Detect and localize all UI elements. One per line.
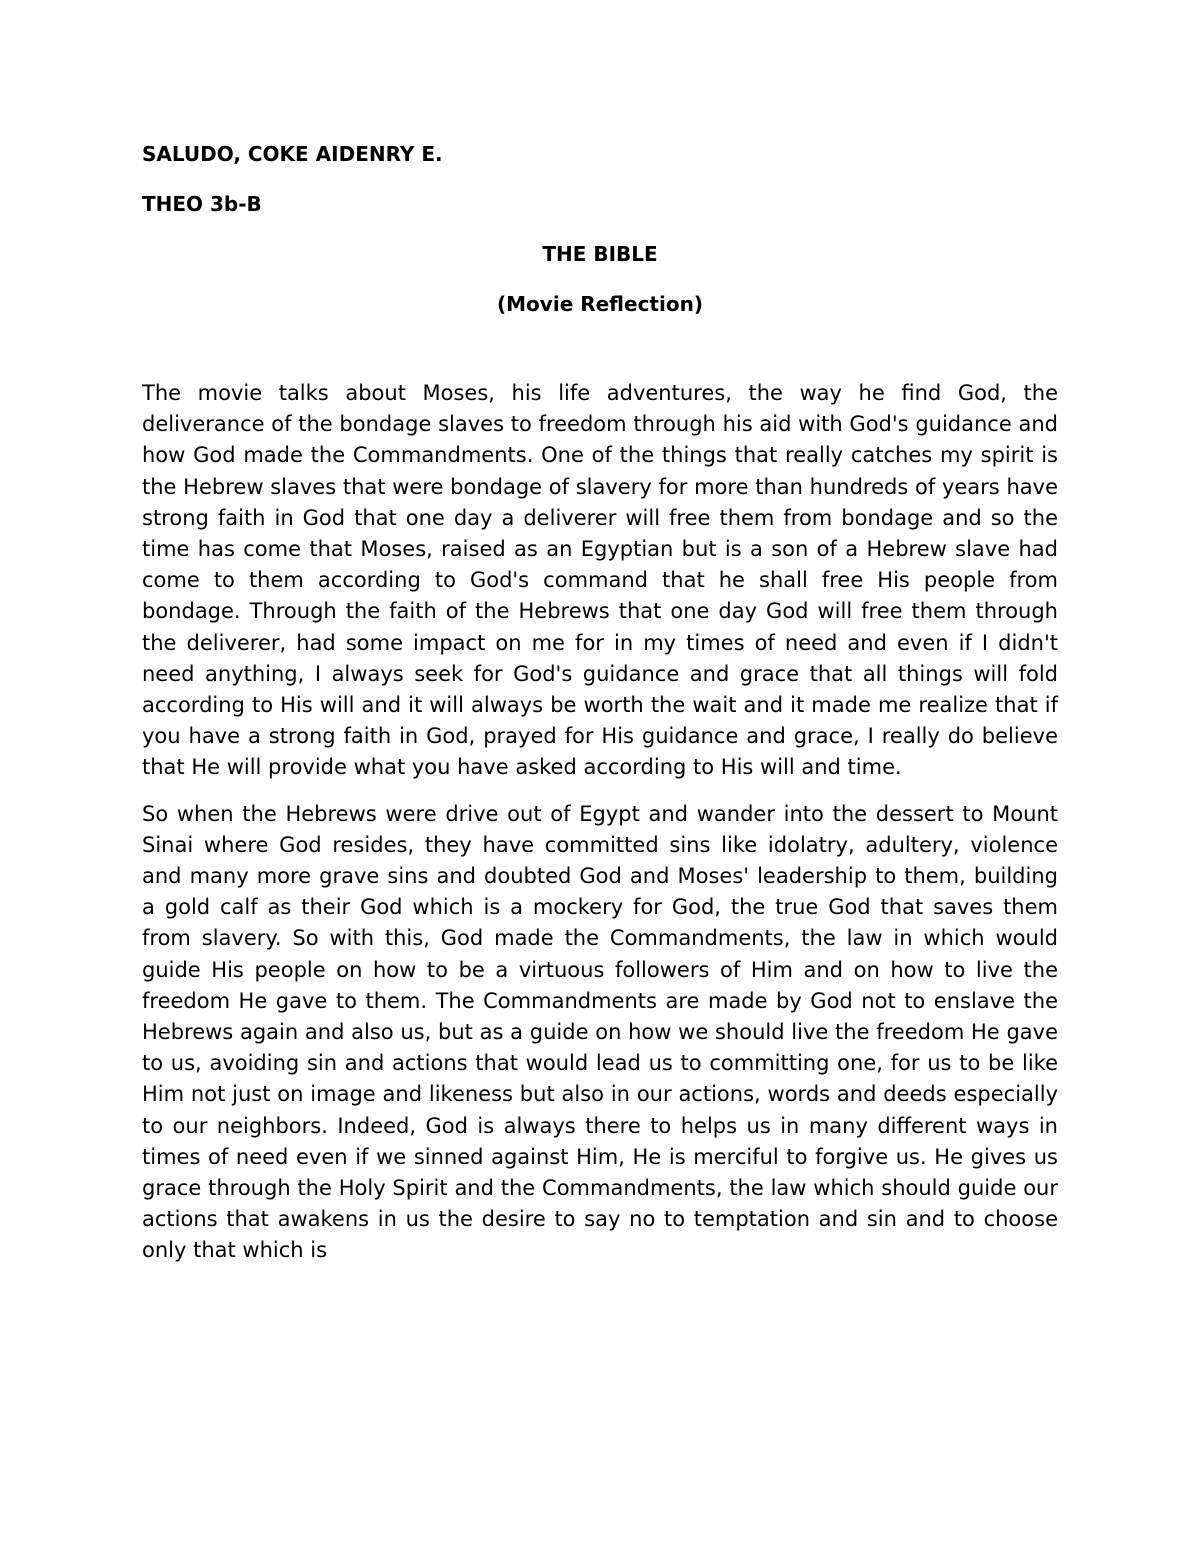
- course-code: THEO 3b-B: [142, 192, 262, 216]
- document-content: [142, 138, 1058, 1267]
- document-subtitle: (Movie Reflection): [497, 292, 703, 316]
- author-name: SALUDO, COKE AIDENRY E.: [142, 142, 443, 166]
- body-paragraph-1: The movie talks about Moses, his life adventures, the way he find God, the deliverance of the bondage slaves to freedom through his aid with God's guidance and how God made the Commandments. One of the things that really catches my spirit is the Hebrew slaves that were bondage of slavery for more than hundreds of years have strong faith in God that one day a deliverer will free them from bondage and so the time has come that Moses, raised as an Egyptian but is a son of a Hebrew slave had come to them according to God's command that he shall free His people from bondage. Through the faith of the Hebrews that one day God will free them through the deliverer, had some impact on me for in my times of need and even if I didn't need anything, I always seek for God's guidance and grace that all things will fold according to His will and it will always be worth the wait and it made me realize that if you have a strong faith in God, prayed for His guidance and grace, I really do believe that He will provide what you have asked according to His will and time.: [142, 381, 1058, 780]
- document-title: THE BIBLE: [542, 242, 658, 266]
- body-paragraph-2: So when the Hebrews were drive out of Egypt and wander into the dessert to Mount Sinai where God resides, they have committed sins like idolatry, adultery, violence and many more grave sins and doubted God and Moses' leadership to them, building a gold calf as their God which is a mockery for God, the true God that saves them from slavery. So with this, God made the Commandments, the law in which would guide His people on how to be a virtuous followers of Him and on how to live the freedom He gave to them. The Commandments are made by God not to enslave the Hebrews again and also us, but as a guide on how we should live the freedom He gave to us, avoiding sin and actions that would lead us to committing one, for us to be like Him not just on image and likeness but also in our actions, words and deeds especially to our neighbors. Indeed, God is always there to helps us in many different ways in times of need even if we sinned against Him, He is merciful to forgive us. He gives us grace through the Holy Spirit and the Commandments, the law which should guide our actions that awakens in us the desire to say no to temptation and sin and to choose only that which is: [142, 801, 1058, 1263]
